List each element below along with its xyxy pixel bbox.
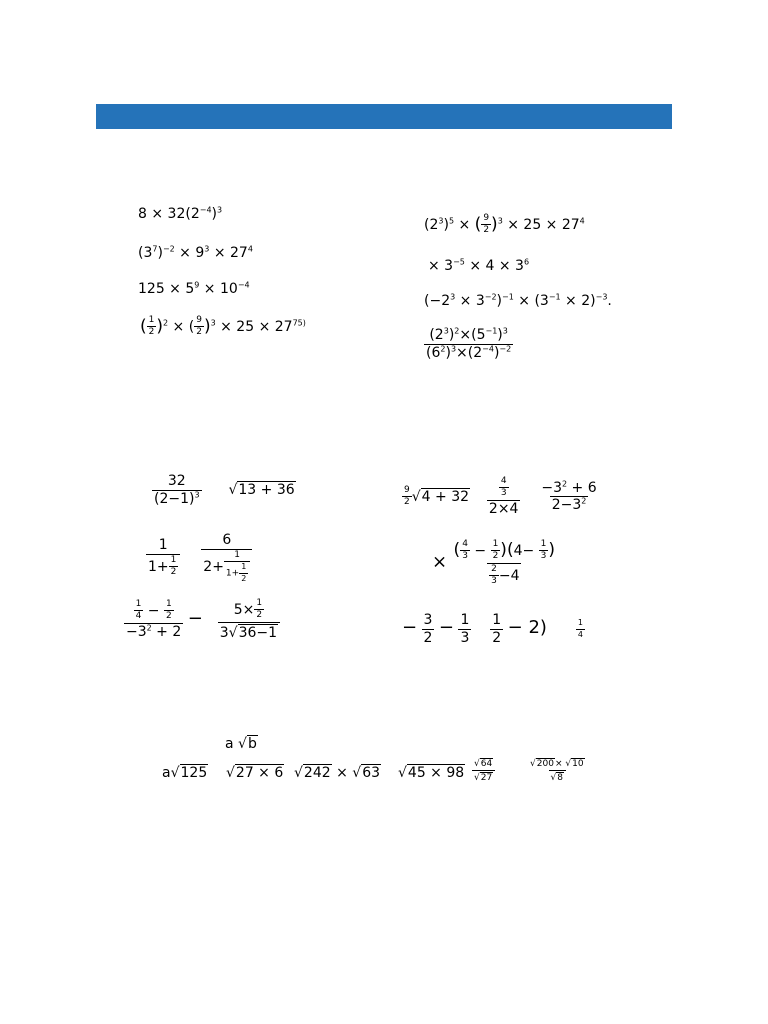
exercise-b-right-2: × ( $\frac{4}{3}$ − $\frac{1}{2}$ )(4− $\frac{1}{3}$ ) $\frac{2}{3}$ −4 <box>432 539 556 587</box>
exercise-a-right-3: $(-2^3 \times 3^{-2})^{-1} \times (3^{-1} \times 2)^{-3}$. <box>424 292 612 309</box>
exercise-b-right-3: − $\frac{3}{2}$ − $\frac{1}{3}$ $\frac{1}{2}$ − 2) $\frac{1}{4}$ <box>402 612 583 646</box>
exercise-c-1: a√125 <box>162 765 208 781</box>
exercise-a-left-3: $125 \times 5^9 \times 10^{-4}$ <box>138 280 250 297</box>
exercise-b-left-2: 1 1+ $\frac{1}{2}$ 6 2+ 1 1+ $\frac{1}{2}$ <box>146 533 252 583</box>
exercise-b-right-1: $\frac{9}{2}$ √4 + 32 $\frac{\frac{4}{3}}{2\times 4}$ $\frac{-3^2 + 6}{2-3^2}$ <box>404 476 597 517</box>
exercise-c-2: √27 × 6 <box>226 765 284 781</box>
exercise-a-right-2: × $3^{-5} \times 4 \times 3^6$ <box>428 257 530 274</box>
exercise-c-6: $\frac{√200\times √10}{√8}$ <box>530 759 584 784</box>
exercise-c-3: √242 × √63 <box>294 765 381 781</box>
square-root: √13 + 36 <box>228 482 295 499</box>
exercise-a-left-4: ( $\frac{1}{2}$ )$^2$ × ( $\frac{9}{2}$ )$^3 \times 25 \times 27^{75)}$ <box>140 315 306 338</box>
exercise-b-left-3: $\frac{1}{4}$ − $\frac{1}{2}$ $-3^2 + 2$ − 5× $\frac{1}{2}$ 3√36−1 <box>124 599 280 641</box>
exercise-a-left-2: $(3^7)^{-2} \times 9^3 \times 27^4$ <box>138 244 253 261</box>
fraction-numerator: $(2^3)^2\times(5^{-1})^3$ <box>429 326 508 343</box>
exercise-c-header: a √b <box>225 736 257 752</box>
header-banner <box>96 104 672 129</box>
exercise-a-right-1: $(2^3)^5$ × ( $\frac{9}{2}$ )$^3 \times 25 \times 27^4$ <box>424 213 585 236</box>
exercise-c-5: $\frac{√64}{√27}$ <box>472 758 495 784</box>
exercise-c-4: √45 × 98 <box>398 765 465 781</box>
exercise-a-left-1: $8 \times 32(2^{-4})^3$ <box>138 205 223 222</box>
fraction-denominator: $(6^2)^3\times(2^{-4})^{-2}$ <box>426 344 512 361</box>
exercise-a-right-4 <box>424 328 513 360</box>
exercise-b-left-1: $\frac{32}{(2-1)^3}$ √13 + 36 <box>154 473 295 507</box>
